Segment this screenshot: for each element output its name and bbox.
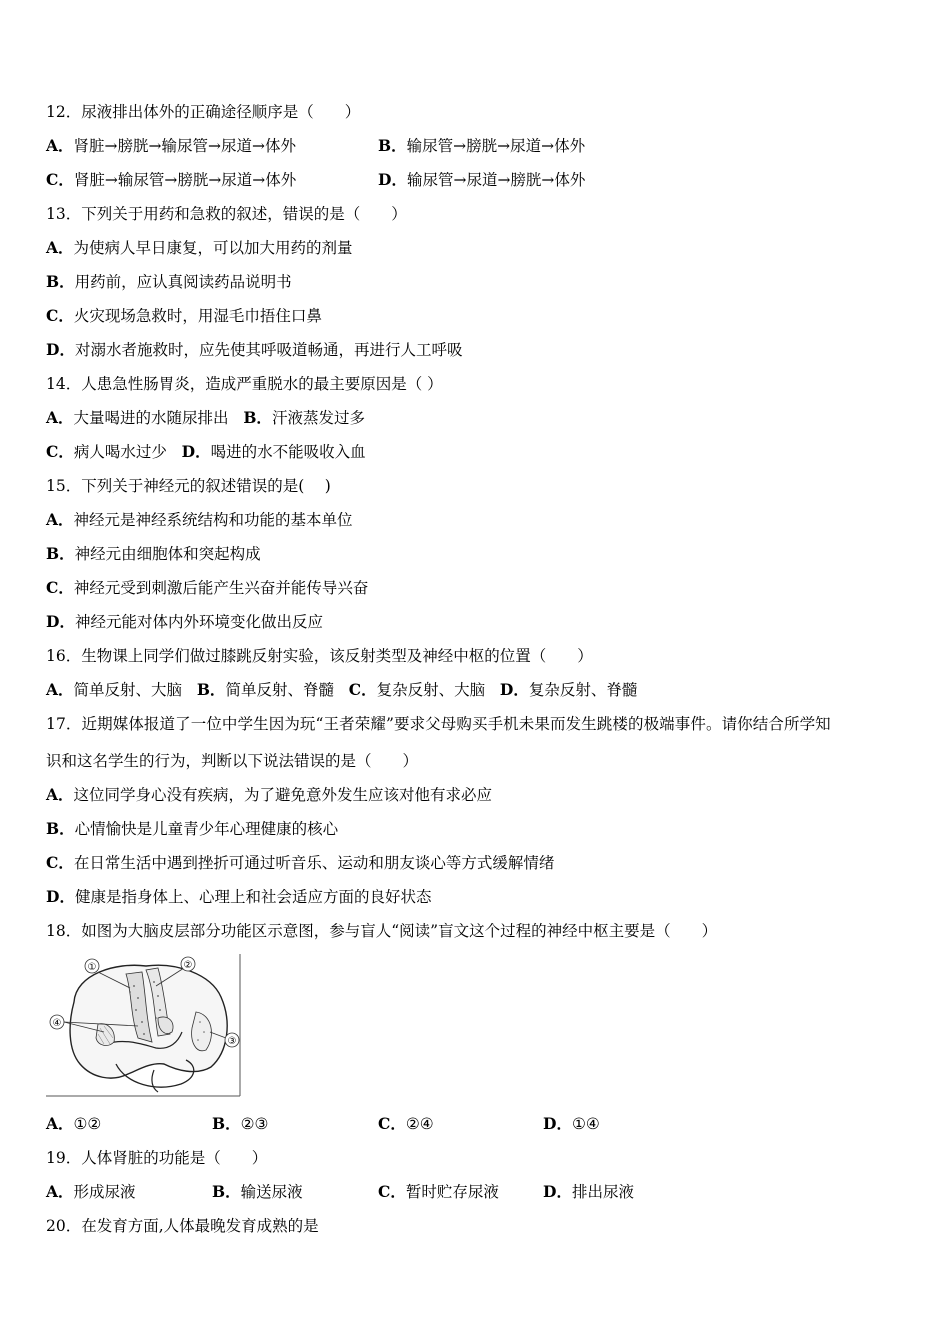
question-19-option-b: B．输送尿液 (212, 1182, 303, 1201)
question-16-stem: 16．生物课上同学们做过膝跳反射实验，该反射类型及神经中枢的位置（ ） (46, 647, 593, 665)
question-12-option-a: A．肾脏→膀胱→输尿管→尿道→体外 (46, 136, 296, 155)
question-18-stem: 18．如图为大脑皮层部分功能区示意图，参与盲人“阅读”盲文这个过程的神经中枢主要是（ ） (46, 922, 718, 940)
question-13-option-a: A．为使病人早日康复，可以加大用药的剂量 (46, 238, 353, 257)
question-18-option-d: D．①④ (543, 1114, 600, 1133)
brain-cortex-diagram (46, 952, 242, 1098)
question-16-options: A．简单反射、大脑 B．简单反射、脊髓 C．复杂反射、大脑 D．复杂反射、脊髓 (46, 680, 638, 699)
question-15-stem: 15．下列关于神经元的叙述错误的是( ) (46, 477, 331, 495)
figure-label-1: ① (87, 962, 97, 973)
question-17-option-b: B．心情愉快是儿童青少年心理健康的核心 (46, 819, 339, 838)
figure-label-4: ④ (52, 1018, 62, 1029)
question-18-option-a: A．①② (46, 1114, 102, 1133)
question-14-options-ab: A．大量喝进的水随尿排出 B．汗液蒸发过多 (46, 408, 365, 427)
question-20-stem: 20．在发育方面,人体最晚发育成熟的是 (46, 1217, 319, 1235)
question-13-option-b: B．用药前，应认真阅读药品说明书 (46, 272, 292, 291)
question-14-options-cd: C．病人喝水过少 D．喝进的水不能吸收入血 (46, 442, 366, 461)
question-15-option-b: B．神经元由细胞体和突起构成 (46, 544, 261, 563)
question-14-stem: 14．人患急性肠胃炎，造成严重脱水的最主要原因是（ ） (46, 375, 443, 393)
question-15-option-a: A．神经元是神经系统结构和功能的基本单位 (46, 510, 353, 529)
question-12-stem: 12．尿液排出体外的正确途径顺序是（ ） (46, 103, 361, 121)
question-18-option-c: C．②④ (378, 1114, 434, 1133)
question-13-option-d: D．对溺水者施救时，应先使其呼吸道畅通，再进行人工呼吸 (46, 340, 463, 359)
question-12-option-d: D．输尿管→尿道→膀胱→体外 (378, 170, 586, 189)
question-12-option-c: C．肾脏→输尿管→膀胱→尿道→体外 (46, 170, 297, 189)
question-19-option-d: D．排出尿液 (543, 1182, 634, 1201)
question-19-option-c: C．暂时贮存尿液 (378, 1182, 499, 1201)
question-17-option-a: A．这位同学身心没有疾病，为了避免意外发生应该对他有求必应 (46, 785, 493, 804)
question-19-option-a: A．形成尿液 (46, 1182, 136, 1201)
figure-label-3: ③ (227, 1036, 237, 1047)
question-18-option-b: B．②③ (212, 1114, 269, 1133)
question-17-option-d: D．健康是指身体上、心理上和社会适应方面的良好状态 (46, 887, 432, 906)
question-12-option-b: B．输尿管→膀胱→尿道→体外 (378, 136, 586, 155)
question-15-option-c: C．神经元受到刺激后能产生兴奋并能传导兴奋 (46, 578, 369, 597)
question-13-option-c: C．火灾现场急救时，用湿毛巾捂住口鼻 (46, 306, 322, 325)
question-17-stem-line2: 识和这名学生的行为，判断以下说法错误的是（ ） (46, 752, 419, 770)
question-15-option-d: D．神经元能对体内外环境变化做出反应 (46, 612, 323, 631)
question-17-stem-line1: 17．近期媒体报道了一位中学生因为玩“王者荣耀”要求父母购买手机未果而发生跳楼的极端事件。请你结合所学知 (46, 715, 831, 733)
question-17-option-c: C．在日常生活中遇到挫折可通过听音乐、运动和朋友谈心等方式缓解情绪 (46, 853, 555, 872)
figure-label-2: ② (183, 960, 193, 971)
question-19-stem: 19．人体肾脏的功能是（ ） (46, 1149, 268, 1167)
question-13-stem: 13．下列关于用药和急救的叙述，错误的是（ ） (46, 205, 407, 223)
